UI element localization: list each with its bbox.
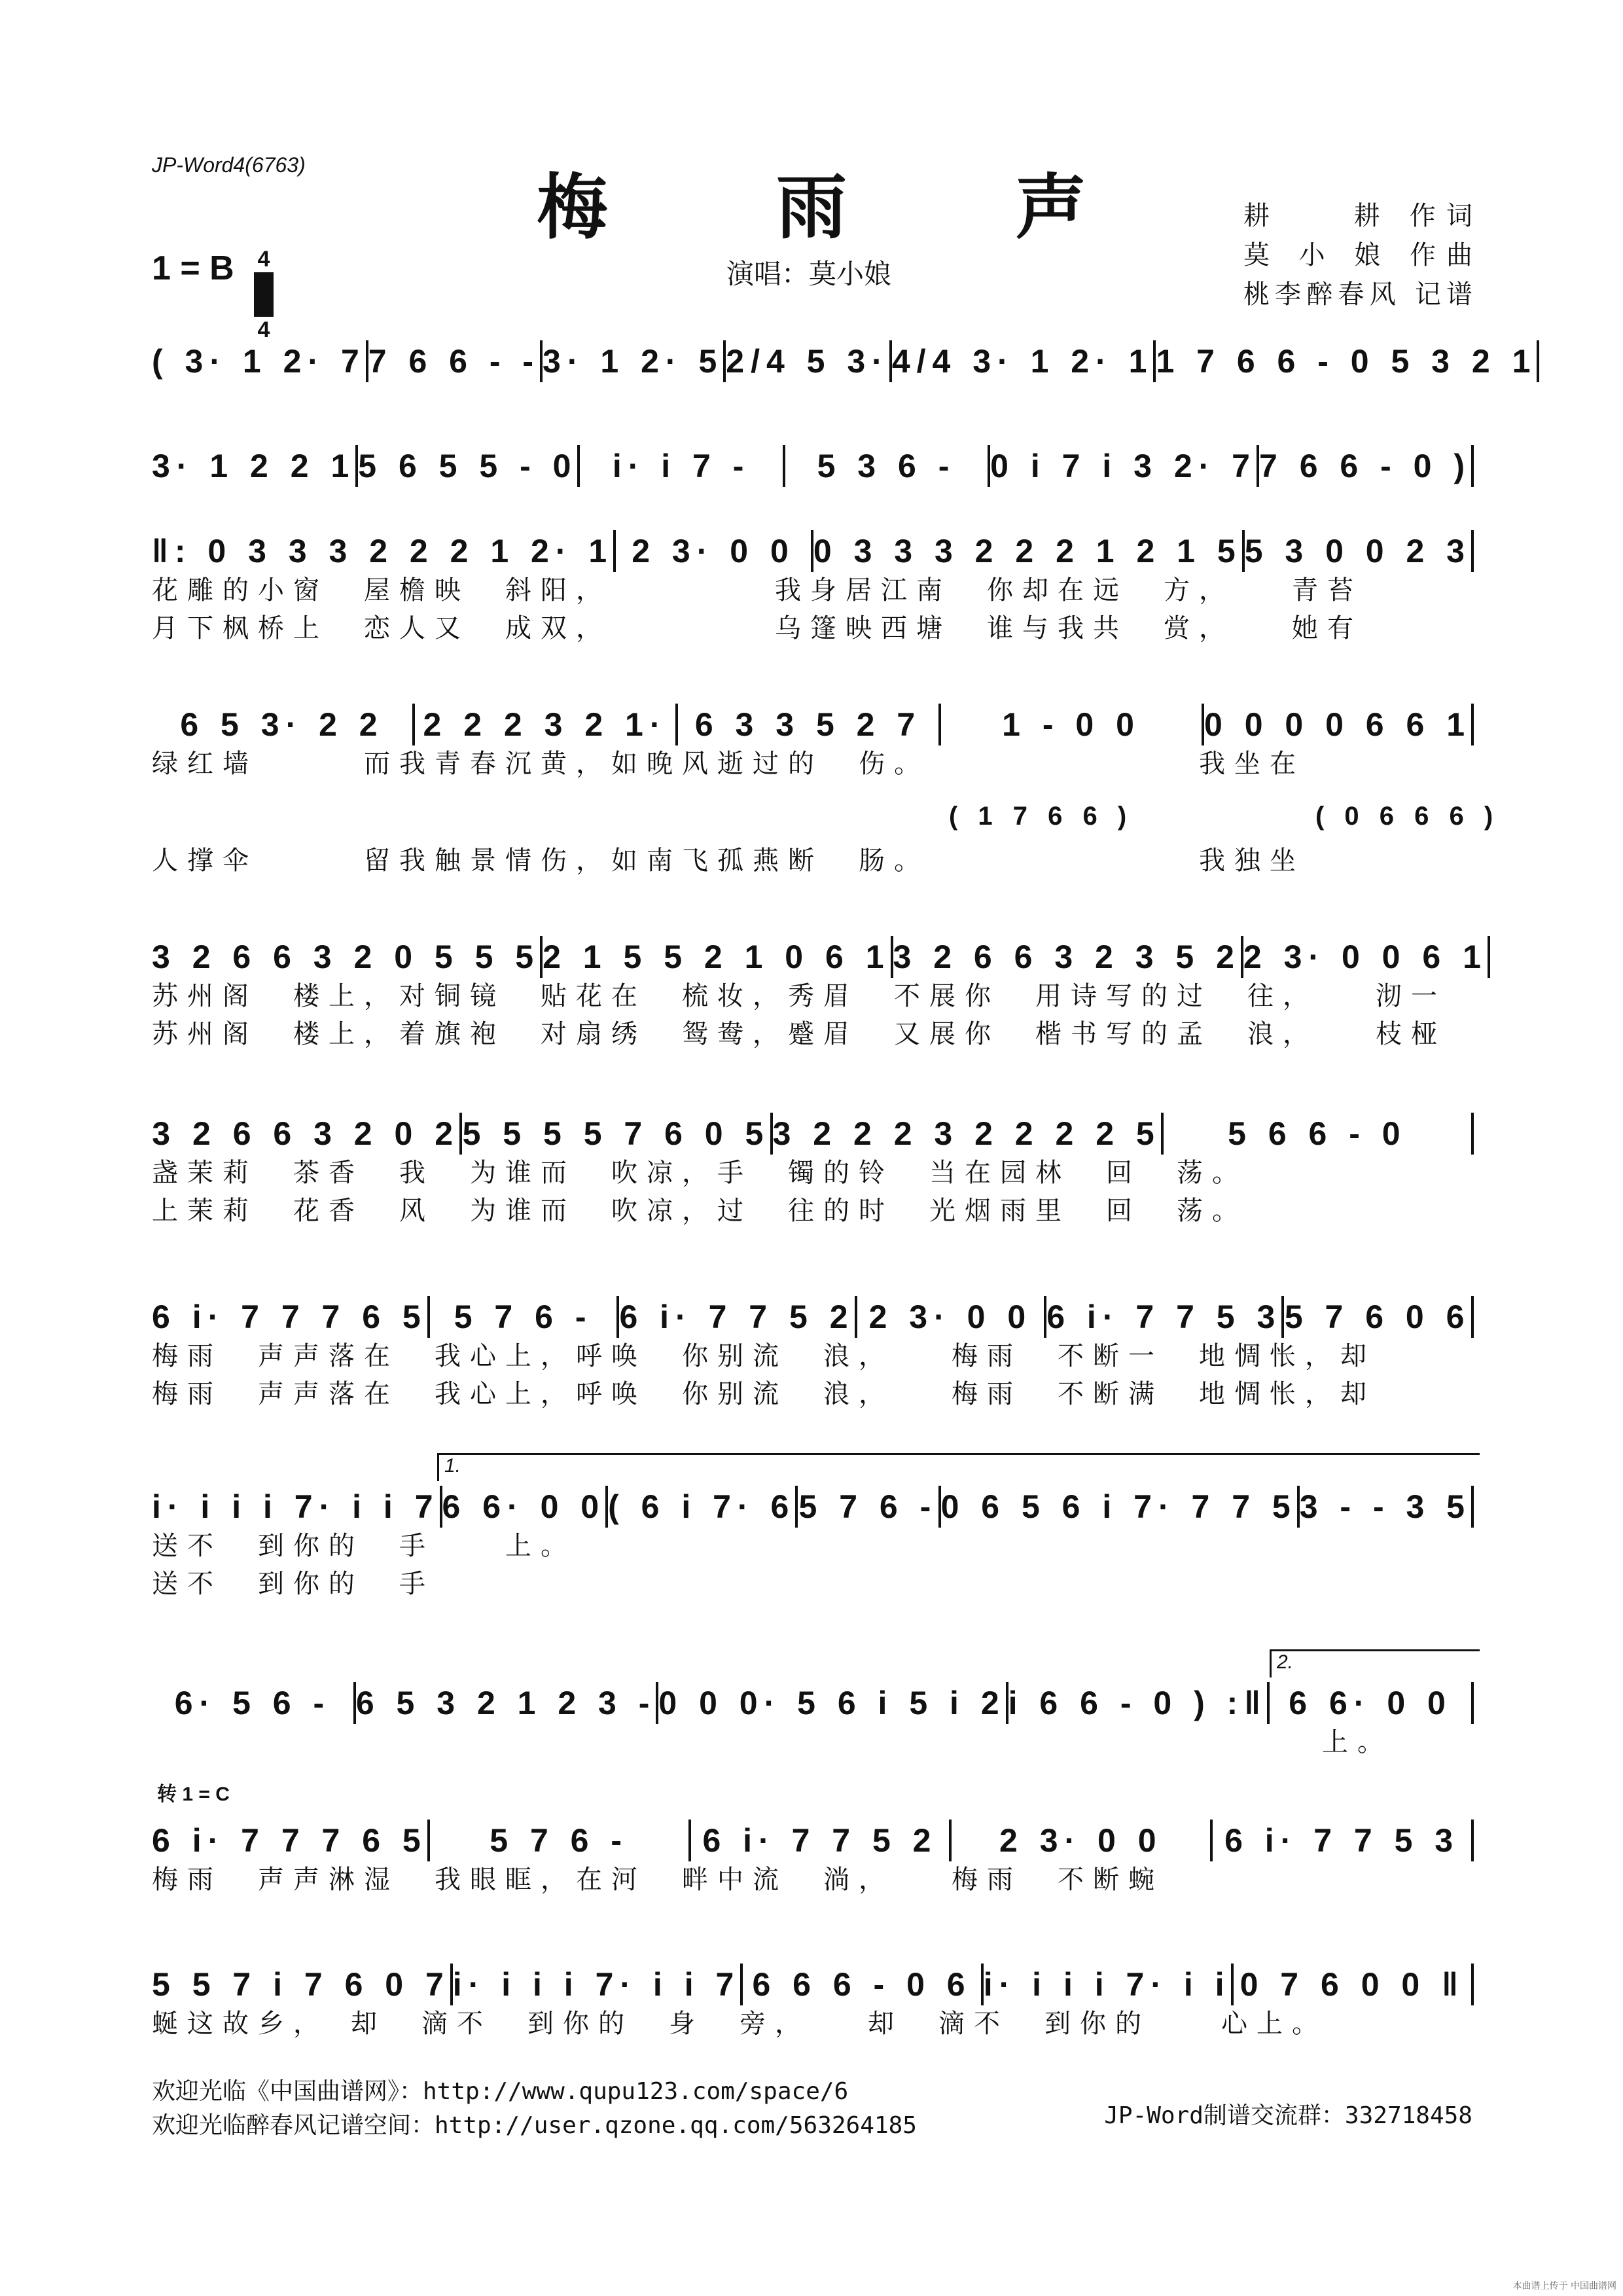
staff-line-10 bbox=[152, 1820, 1474, 1861]
measure: 1 7 6 6 - 0 5 3 2 1 bbox=[1156, 343, 1537, 380]
lyric-line: 绿红墙 而我青春沉黄，如晚风逝过的 伤。 我坐在 bbox=[152, 749, 1305, 779]
page-title: 梅 雨 声 bbox=[537, 166, 1158, 249]
measure: 3 2 2 2 3 2 2 2 2 5 bbox=[772, 1115, 1161, 1152]
key-signature: 1 = B bbox=[152, 249, 234, 287]
measure: 2 2 2 3 2 1· bbox=[423, 706, 668, 743]
staff-line-11 bbox=[152, 1964, 1474, 2005]
time-signature-top: 4 bbox=[257, 247, 270, 272]
measure: i 6 6 - 0 ) :‖ bbox=[1008, 1685, 1268, 1721]
lyric-line: 花雕的小窗 屋檐映 斜阳， 我身居江南 你却在远 方， 青苔 bbox=[152, 575, 1363, 605]
lyric-line: 蜒这故乡， 却 滴不 到你的 身 旁， 却 滴不 到你的 心上。 bbox=[152, 2009, 1327, 2039]
barline bbox=[1471, 445, 1474, 487]
measure: 2 1 5 5 2 1 0 6 1 bbox=[543, 939, 891, 975]
measure: 5 3 6 - bbox=[817, 448, 956, 484]
volta-bracket bbox=[1270, 1649, 1480, 1677]
measure: 3· 1 2· 5 bbox=[543, 343, 724, 380]
measure: 0 0 0· 5 6 i 5 i 2 bbox=[658, 1685, 1006, 1721]
staff-line-9 bbox=[152, 1682, 1474, 1724]
measure: 5 7 6 - bbox=[454, 1299, 593, 1335]
alternate-phrase: ( 1 7 6 6 ) bbox=[949, 802, 1133, 831]
measure: 6 6· 0 0 bbox=[1289, 1685, 1452, 1721]
measure: 5 5 7 i 7 6 0 7 bbox=[152, 1966, 450, 2003]
measure: 6 i· 7 7 5 3 bbox=[1224, 1822, 1460, 1859]
barline bbox=[1471, 1682, 1474, 1724]
lyric-line: 苏州阁 楼上，对铜镜 贴花在 梳妆，秀眉 不展你 用诗写的过 往， 沏一 bbox=[152, 981, 1446, 1011]
staff-line-4 bbox=[152, 704, 1474, 745]
staff-line-8 bbox=[152, 1486, 1474, 1528]
measure: 0 7 6 0 0 ‖ bbox=[1240, 1966, 1465, 2003]
measure: 6 i· 7 7 7 6 5 bbox=[152, 1822, 427, 1859]
footer-links bbox=[152, 2075, 917, 2143]
measure: 0 3 3 3 2 2 2 1 2 1 5 bbox=[813, 533, 1242, 569]
measure: 4/4 3· 1 2· 1 bbox=[891, 343, 1154, 380]
measure: 2 3· 0 0 bbox=[999, 1822, 1163, 1859]
measure: i· i i i 7· i i 7 bbox=[152, 1488, 440, 1525]
measure: ( 3· 1 2· 7 bbox=[152, 343, 366, 380]
measure: 5 7 6 - bbox=[490, 1822, 629, 1859]
staff-line-7 bbox=[152, 1296, 1474, 1338]
lyric-line: 上。 bbox=[1322, 1727, 1393, 1757]
lyric-line: 梅雨 声声淋湿 我眼眶，在河 畔中流 淌， 梅雨 不断蜿 bbox=[152, 1865, 1164, 1895]
measure: 2 3· 0 0 bbox=[632, 533, 795, 569]
barline bbox=[1537, 340, 1539, 382]
measure: 6 6· 0 0 bbox=[442, 1488, 606, 1525]
volta-bracket bbox=[437, 1453, 1480, 1481]
measure: 0 6 5 6 i 7· 7 7 5 bbox=[940, 1488, 1297, 1525]
lyric-line: 苏州阁 楼上，着旗袍 对扇绣 鸳鸯，蹙眉 又展你 楷书写的孟 浪， 枝桠 bbox=[152, 1019, 1446, 1049]
alternate-phrase: ( 0 6 6 6 ) bbox=[1315, 802, 1500, 831]
measure: 3· 1 2 2 1 bbox=[152, 448, 356, 484]
barline bbox=[1471, 704, 1474, 745]
transcriber-credit: 桃李醉春风 记谱 bbox=[1243, 279, 1472, 310]
lyric-line: 上茉莉 花香 风 为谁而 吹凉，过 往的时 光烟雨里 回 荡。 bbox=[152, 1196, 1247, 1226]
measure: 5 6 5 5 - 0 bbox=[358, 448, 578, 484]
volta-number: 2. bbox=[1277, 1651, 1294, 1673]
lyric-line: 送不 到你的 手 bbox=[152, 1569, 435, 1599]
key-change: 转 1 = C bbox=[157, 1784, 230, 1805]
lyric-line: 盏茉莉 茶香 我 为谁而 吹凉，手 镯的铃 当在园林 回 荡。 bbox=[152, 1158, 1247, 1188]
barline bbox=[1471, 1964, 1474, 2005]
measure: 2 3· 0 0 bbox=[868, 1299, 1033, 1335]
barline bbox=[1471, 1296, 1474, 1338]
measure: 2/4 5 3· bbox=[726, 343, 889, 380]
measure: 5 6 6 - 0 bbox=[1228, 1115, 1407, 1152]
footer-link-2: 欢迎光临醉春风记谱空间：http://user.qzone.qq.com/563264185 bbox=[152, 2112, 917, 2139]
composer-credit: 莫 小 娘 作曲 bbox=[1243, 240, 1472, 270]
measure: i· i 7 - bbox=[612, 448, 751, 484]
lyric-line: 月下枫桥上 恋人又 成双， 乌篷映西塘 谁与我共 赏， 她有 bbox=[152, 613, 1363, 643]
software-tag: JP-Word4(6763) bbox=[152, 153, 306, 177]
measure: 3 2 6 6 3 2 0 5 5 5 bbox=[152, 939, 541, 975]
measure: 5 3 0 0 2 3 bbox=[1244, 533, 1471, 569]
staff-line-1 bbox=[152, 340, 1537, 382]
time-signature-divider bbox=[254, 272, 274, 317]
measure: 3 2 6 6 3 2 0 2 bbox=[152, 1115, 459, 1152]
measure: 6 i· 7 7 5 2 bbox=[702, 1822, 938, 1859]
staff-line-5 bbox=[152, 936, 1488, 978]
time-signature bbox=[254, 247, 274, 342]
measure: 0 i 7 i 3 2· 7 bbox=[990, 448, 1257, 484]
measure: 3 - - 3 5 bbox=[1299, 1488, 1471, 1525]
barline bbox=[1471, 1113, 1474, 1155]
footer-link-1: 欢迎光临《中国曲谱网》：http://www.qupu123.com/space/6 bbox=[152, 2078, 849, 2105]
staff-line-3 bbox=[152, 530, 1474, 572]
measure: 2 3· 0 0 6 1 bbox=[1243, 939, 1488, 975]
measure: 1 - 0 0 bbox=[1002, 706, 1141, 743]
measure: 6 5 3 2 1 2 3 - bbox=[355, 1685, 656, 1721]
measure: 0 0 0 0 6 6 1 bbox=[1204, 706, 1472, 743]
barline bbox=[1471, 530, 1474, 572]
measure: i· i i i 7· i i bbox=[983, 1966, 1231, 2003]
measure: 6 6 6 - 0 6 bbox=[752, 1966, 972, 2003]
measure: 6 3 3 5 2 7 bbox=[694, 706, 922, 743]
time-signature-bottom: 4 bbox=[257, 317, 270, 342]
measure: 7 6 6 - - bbox=[368, 343, 541, 380]
barline bbox=[1488, 936, 1490, 978]
measure: 5 5 5 5 7 6 0 5 bbox=[462, 1115, 770, 1152]
measure: 7 6 6 - 0 ) bbox=[1259, 448, 1471, 484]
measure: ( 6 i 7· 6 bbox=[608, 1488, 796, 1525]
measure: ‖: 0 3 3 3 2 2 2 1 2· 1 bbox=[152, 533, 614, 569]
staff-line-2 bbox=[152, 445, 1474, 487]
lyric-line: 梅雨 声声落在 我心上，呼唤 你别流 浪， 梅雨 不断一 地惆怅，却 bbox=[152, 1341, 1376, 1371]
measure: 5 7 6 - bbox=[798, 1488, 938, 1525]
measure: i· i i i 7· i i 7 bbox=[452, 1966, 741, 2003]
credits bbox=[1243, 196, 1472, 314]
staff-line-6 bbox=[152, 1113, 1474, 1155]
singer-label: 演唱：莫小娘 bbox=[726, 258, 892, 290]
measure: 6 i· 7 7 5 3 bbox=[1046, 1299, 1282, 1335]
barline bbox=[1471, 1486, 1474, 1528]
measure: 6 i· 7 7 7 6 5 bbox=[152, 1299, 427, 1335]
lyric-line: 人撑伞 留我触景情伤，如南飞孤燕断 肠。 我独坐 bbox=[152, 846, 1305, 876]
measure: 6 5 3· 2 2 bbox=[180, 706, 384, 743]
lyric-line: 梅雨 声声落在 我心上，呼唤 你别流 浪， 梅雨 不断满 地惆怅，却 bbox=[152, 1379, 1376, 1409]
footer-group: JP-Word制谱交流群：332718458 bbox=[1104, 2102, 1472, 2129]
volta-number: 1. bbox=[444, 1455, 461, 1477]
watermark: 本曲谱上传于 中国曲谱网 bbox=[1512, 2281, 1616, 2291]
barline bbox=[1471, 1820, 1474, 1861]
measure: 3 2 6 6 3 2 3 5 2 bbox=[893, 939, 1241, 975]
lyricist-credit: 耕 耕 作词 bbox=[1243, 201, 1472, 231]
lyric-line: 送不 到你的 手 上。 bbox=[152, 1531, 576, 1561]
measure: 6 i· 7 7 5 2 bbox=[619, 1299, 855, 1335]
measure: 5 7 6 0 6 bbox=[1284, 1299, 1471, 1335]
measure: 6· 5 6 - bbox=[174, 1685, 331, 1721]
